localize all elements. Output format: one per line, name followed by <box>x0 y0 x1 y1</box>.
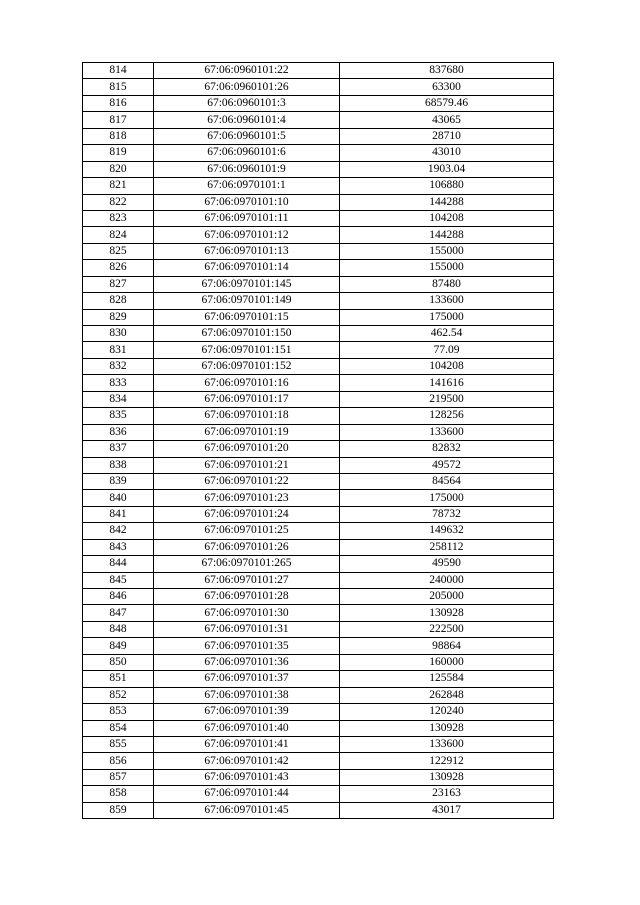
cadastral-number-cell: 67:06:0970101:265 <box>154 556 340 572</box>
value-cell: 133600 <box>340 736 554 752</box>
table-row <box>83 424 554 440</box>
value-cell: 175000 <box>340 309 554 325</box>
table-row <box>83 342 554 358</box>
table-row <box>83 556 554 572</box>
row-number-cell: 836 <box>83 424 154 440</box>
table-row <box>83 786 554 802</box>
value-cell: 63300 <box>340 79 554 95</box>
table-row <box>83 720 554 736</box>
value-cell: 43010 <box>340 145 554 161</box>
value-cell: 133600 <box>340 293 554 309</box>
value-cell: 141616 <box>340 375 554 391</box>
table-row <box>83 704 554 720</box>
value-cell: 28710 <box>340 128 554 144</box>
table-row <box>83 572 554 588</box>
table-row <box>83 161 554 177</box>
table-row <box>83 441 554 457</box>
value-cell: 82832 <box>340 441 554 457</box>
value-cell: 120240 <box>340 704 554 720</box>
row-number-cell: 821 <box>83 178 154 194</box>
cadastral-number-cell: 67:06:0970101:152 <box>154 358 340 374</box>
value-cell: 98864 <box>340 638 554 654</box>
value-cell: 133600 <box>340 424 554 440</box>
row-number-cell: 853 <box>83 704 154 720</box>
value-cell: 144288 <box>340 194 554 210</box>
value-cell: 106880 <box>340 178 554 194</box>
row-number-cell: 850 <box>83 654 154 670</box>
table-row <box>83 95 554 111</box>
table-row <box>83 506 554 522</box>
row-number-cell: 856 <box>83 753 154 769</box>
row-number-cell: 818 <box>83 128 154 144</box>
row-number-cell: 827 <box>83 276 154 292</box>
row-number-cell: 841 <box>83 506 154 522</box>
cadastral-number-cell: 67:06:0970101:149 <box>154 293 340 309</box>
table-row <box>83 210 554 226</box>
cadastral-number-cell: 67:06:0960101:22 <box>154 63 340 79</box>
row-number-cell: 816 <box>83 95 154 111</box>
row-number-cell: 815 <box>83 79 154 95</box>
cadastral-number-cell: 67:06:0960101:6 <box>154 145 340 161</box>
value-cell: 219500 <box>340 391 554 407</box>
cadastral-number-cell: 67:06:0970101:11 <box>154 210 340 226</box>
row-number-cell: 858 <box>83 786 154 802</box>
table-row <box>83 112 554 128</box>
table-row <box>83 654 554 670</box>
cadastral-number-cell: 67:06:0970101:23 <box>154 490 340 506</box>
cadastral-number-cell: 67:06:0970101:1 <box>154 178 340 194</box>
cadastral-number-cell: 67:06:0970101:41 <box>154 736 340 752</box>
cadastral-number-cell: 67:06:0970101:20 <box>154 441 340 457</box>
value-cell: 130928 <box>340 605 554 621</box>
value-cell: 149632 <box>340 523 554 539</box>
row-number-cell: 824 <box>83 227 154 243</box>
table-row <box>83 63 554 79</box>
cadastral-number-cell: 67:06:0970101:10 <box>154 194 340 210</box>
row-number-cell: 849 <box>83 638 154 654</box>
value-cell: 130928 <box>340 769 554 785</box>
row-number-cell: 830 <box>83 326 154 342</box>
cadastral-number-cell: 67:06:0970101:151 <box>154 342 340 358</box>
row-number-cell: 859 <box>83 802 154 818</box>
row-number-cell: 820 <box>83 161 154 177</box>
table-row <box>83 145 554 161</box>
cadastral-number-cell: 67:06:0960101:4 <box>154 112 340 128</box>
row-number-cell: 828 <box>83 293 154 309</box>
row-number-cell: 846 <box>83 589 154 605</box>
row-number-cell: 857 <box>83 769 154 785</box>
table-row <box>83 769 554 785</box>
value-cell: 155000 <box>340 243 554 259</box>
row-number-cell: 829 <box>83 309 154 325</box>
value-cell: 128256 <box>340 408 554 424</box>
row-number-cell: 832 <box>83 358 154 374</box>
cadastral-number-cell: 67:06:0970101:150 <box>154 326 340 342</box>
table-row <box>83 621 554 637</box>
value-cell: 155000 <box>340 260 554 276</box>
row-number-cell: 817 <box>83 112 154 128</box>
cadastral-number-cell: 67:06:0970101:24 <box>154 506 340 522</box>
cadastral-number-cell: 67:06:0970101:44 <box>154 786 340 802</box>
row-number-cell: 831 <box>83 342 154 358</box>
row-number-cell: 838 <box>83 457 154 473</box>
value-cell: 258112 <box>340 539 554 555</box>
cadastral-number-cell: 67:06:0970101:43 <box>154 769 340 785</box>
cadastral-number-cell: 67:06:0960101:3 <box>154 95 340 111</box>
row-number-cell: 835 <box>83 408 154 424</box>
cadastral-number-cell: 67:06:0970101:35 <box>154 638 340 654</box>
cadastral-number-cell: 67:06:0970101:22 <box>154 473 340 489</box>
value-cell: 78732 <box>340 506 554 522</box>
cadastral-number-cell: 67:06:0970101:36 <box>154 654 340 670</box>
cadastral-number-cell: 67:06:0970101:45 <box>154 802 340 818</box>
table-row <box>83 638 554 654</box>
table-row <box>83 178 554 194</box>
table-row <box>83 128 554 144</box>
value-cell: 122912 <box>340 753 554 769</box>
cadastral-number-cell: 67:06:0960101:26 <box>154 79 340 95</box>
row-number-cell: 823 <box>83 210 154 226</box>
table-row <box>83 753 554 769</box>
row-number-cell: 833 <box>83 375 154 391</box>
row-number-cell: 855 <box>83 736 154 752</box>
cadastral-number-cell: 67:06:0960101:9 <box>154 161 340 177</box>
table-row <box>83 671 554 687</box>
table-row <box>83 589 554 605</box>
table-body <box>83 63 554 819</box>
value-cell: 205000 <box>340 589 554 605</box>
value-cell: 462.54 <box>340 326 554 342</box>
cadastral-value-table <box>82 62 554 819</box>
table-row <box>83 79 554 95</box>
cadastral-number-cell: 67:06:0970101:30 <box>154 605 340 621</box>
value-cell: 837680 <box>340 63 554 79</box>
row-number-cell: 852 <box>83 687 154 703</box>
cadastral-number-cell: 67:06:0970101:31 <box>154 621 340 637</box>
value-cell: 23163 <box>340 786 554 802</box>
value-cell: 43017 <box>340 802 554 818</box>
cadastral-number-cell: 67:06:0970101:37 <box>154 671 340 687</box>
value-cell: 104208 <box>340 210 554 226</box>
row-number-cell: 851 <box>83 671 154 687</box>
row-number-cell: 822 <box>83 194 154 210</box>
row-number-cell: 826 <box>83 260 154 276</box>
row-number-cell: 847 <box>83 605 154 621</box>
cadastral-number-cell: 67:06:0970101:19 <box>154 424 340 440</box>
cadastral-number-cell: 67:06:0970101:15 <box>154 309 340 325</box>
table-row <box>83 309 554 325</box>
row-number-cell: 854 <box>83 720 154 736</box>
value-cell: 1903.04 <box>340 161 554 177</box>
value-cell: 240000 <box>340 572 554 588</box>
table-row <box>83 539 554 555</box>
cadastral-number-cell: 67:06:0970101:25 <box>154 523 340 539</box>
value-cell: 130928 <box>340 720 554 736</box>
value-cell: 77.09 <box>340 342 554 358</box>
value-cell: 222500 <box>340 621 554 637</box>
value-cell: 175000 <box>340 490 554 506</box>
row-number-cell: 842 <box>83 523 154 539</box>
table-row <box>83 260 554 276</box>
table-row <box>83 490 554 506</box>
table-row <box>83 243 554 259</box>
value-cell: 160000 <box>340 654 554 670</box>
value-cell: 87480 <box>340 276 554 292</box>
row-number-cell: 844 <box>83 556 154 572</box>
row-number-cell: 843 <box>83 539 154 555</box>
table-row <box>83 802 554 818</box>
cadastral-number-cell: 67:06:0970101:18 <box>154 408 340 424</box>
cadastral-number-cell: 67:06:0970101:42 <box>154 753 340 769</box>
row-number-cell: 848 <box>83 621 154 637</box>
row-number-cell: 839 <box>83 473 154 489</box>
table-row <box>83 605 554 621</box>
table-row <box>83 293 554 309</box>
table-row <box>83 736 554 752</box>
row-number-cell: 819 <box>83 145 154 161</box>
value-cell: 68579.46 <box>340 95 554 111</box>
cadastral-number-cell: 67:06:0970101:27 <box>154 572 340 588</box>
table-row <box>83 473 554 489</box>
cadastral-number-cell: 67:06:0970101:38 <box>154 687 340 703</box>
cadastral-number-cell: 67:06:0970101:145 <box>154 276 340 292</box>
cadastral-number-cell: 67:06:0960101:5 <box>154 128 340 144</box>
table-row <box>83 276 554 292</box>
value-cell: 84564 <box>340 473 554 489</box>
value-cell: 43065 <box>340 112 554 128</box>
cadastral-number-cell: 67:06:0970101:17 <box>154 391 340 407</box>
cadastral-number-cell: 67:06:0970101:21 <box>154 457 340 473</box>
cadastral-number-cell: 67:06:0970101:16 <box>154 375 340 391</box>
table-row <box>83 391 554 407</box>
table-row <box>83 375 554 391</box>
cadastral-number-cell: 67:06:0970101:26 <box>154 539 340 555</box>
value-cell: 262848 <box>340 687 554 703</box>
cadastral-number-cell: 67:06:0970101:12 <box>154 227 340 243</box>
value-cell: 125584 <box>340 671 554 687</box>
table-row <box>83 687 554 703</box>
value-cell: 49590 <box>340 556 554 572</box>
table-row <box>83 326 554 342</box>
value-cell: 104208 <box>340 358 554 374</box>
cadastral-number-cell: 67:06:0970101:13 <box>154 243 340 259</box>
row-number-cell: 825 <box>83 243 154 259</box>
cadastral-number-cell: 67:06:0970101:39 <box>154 704 340 720</box>
value-cell: 49572 <box>340 457 554 473</box>
table-row <box>83 358 554 374</box>
cadastral-number-cell: 67:06:0970101:28 <box>154 589 340 605</box>
table-row <box>83 408 554 424</box>
cadastral-number-cell: 67:06:0970101:14 <box>154 260 340 276</box>
row-number-cell: 845 <box>83 572 154 588</box>
row-number-cell: 837 <box>83 441 154 457</box>
row-number-cell: 814 <box>83 63 154 79</box>
table-row <box>83 227 554 243</box>
table-row <box>83 523 554 539</box>
row-number-cell: 840 <box>83 490 154 506</box>
cadastral-number-cell: 67:06:0970101:40 <box>154 720 340 736</box>
table-row <box>83 194 554 210</box>
value-cell: 144288 <box>340 227 554 243</box>
row-number-cell: 834 <box>83 391 154 407</box>
table-row <box>83 457 554 473</box>
